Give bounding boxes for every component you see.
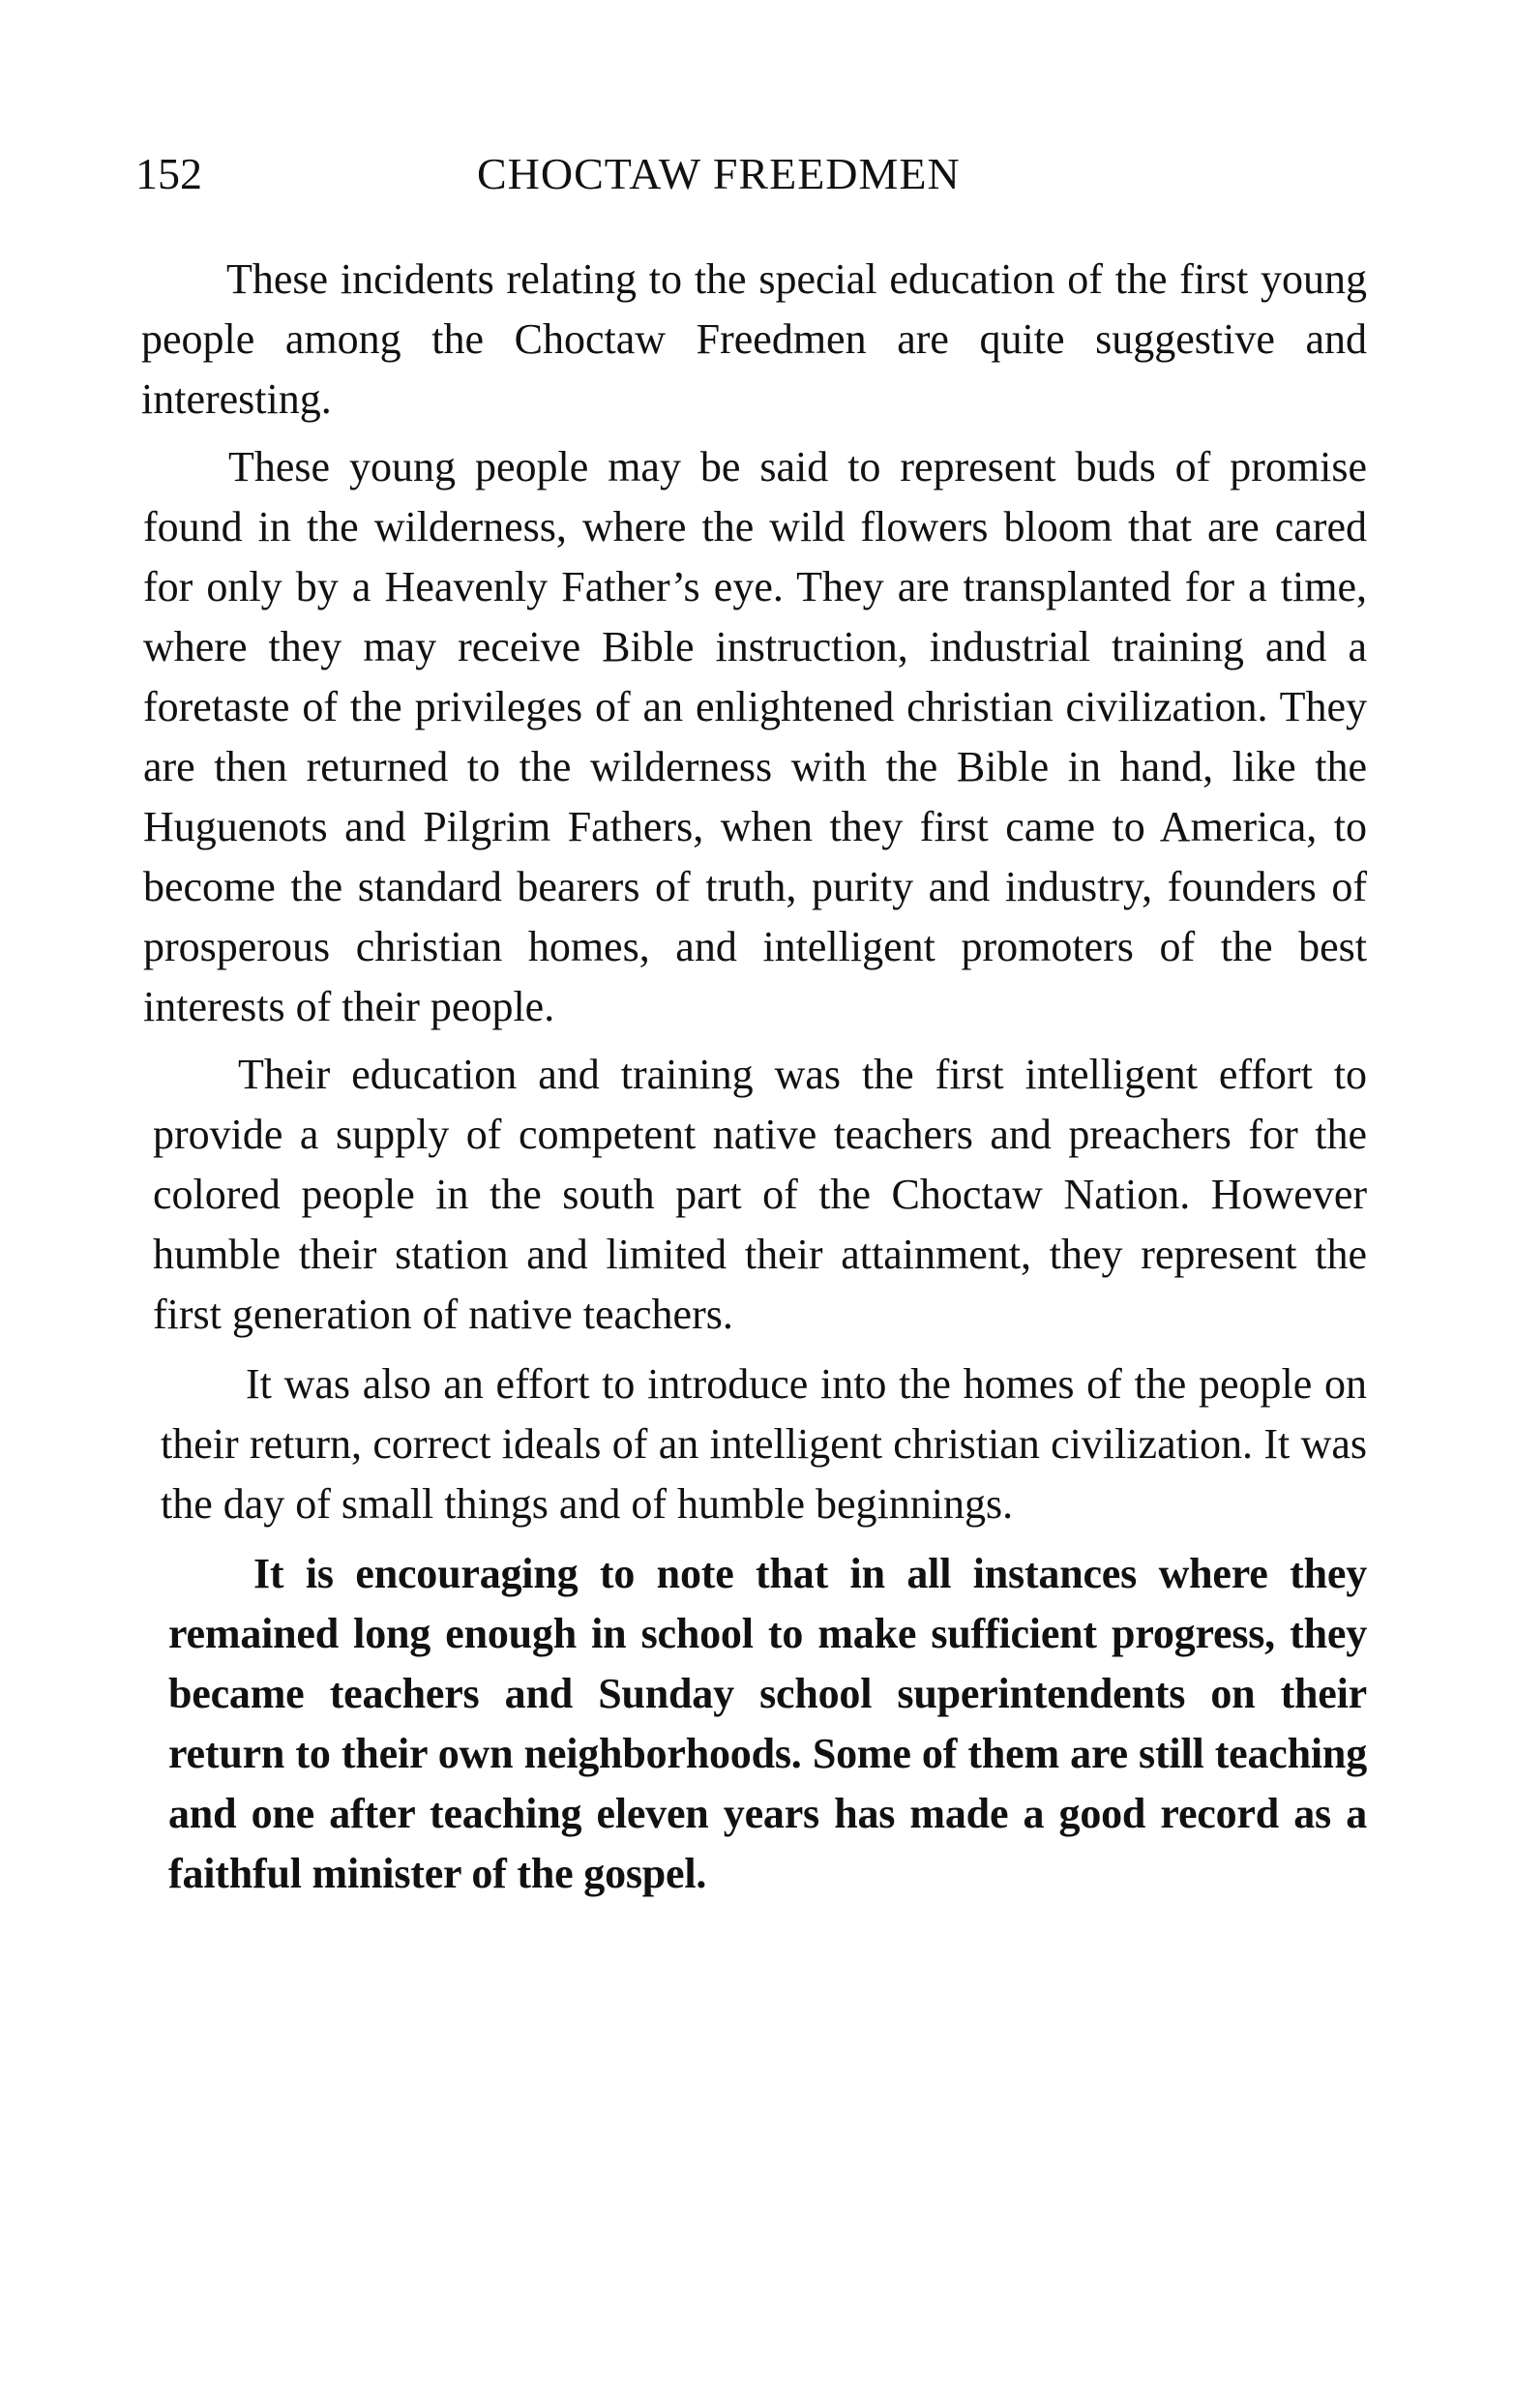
paragraph-4: It was also an effort to introduce into the homes of the people on their return, correct ideals of an intelligent christian civilization. It was the day of small things and of humble beginnings. xyxy=(161,1360,1367,1528)
paragraph-3: Their education and training was the first intelligent effort to provide a supply of competent native teachers and preachers for the colored people in the south part of the Choctaw Nation. However humble their station and limited their attainment, they represent the first generation of native teachers. xyxy=(153,1051,1367,1338)
paragraph-2: These young people may be said to represent buds of promise found in the wilderness, where the wild flowers bloom that are cared for only by a Heavenly Father’s eye. They are transplanted for a time, where they may receive Bible instruction, industrial training and a foretaste of the privileges of an enlightened christian civilization. They are then returned to the wilderness with the Bible in hand, like the Huguenots and Pilgrim Fathers, when they first came to America, to become the standard bearers of truth, purity and industry, founders of prosperous christian homes, and intelligent promoters of the best interests of their people. xyxy=(143,443,1367,1030)
running-head: CHOCTAW FREEDMEN xyxy=(477,149,961,198)
page-number: 152 xyxy=(135,149,202,198)
paragraph-1: These incidents relating to the special education of the first young people among the Choctaw Freedmen are quite suggestive and interesting. xyxy=(141,255,1367,423)
page-header xyxy=(135,145,1393,203)
paragraph-5: It is encouraging to note that in all instances where they remained long enough in school to make sufficient progress, they became teachers and Sunday school superintendents on their return to their own neighborhoods. Some of them are still teaching and one after teaching eleven years has made a good record as a faithful minister of the gospel. xyxy=(168,1550,1367,1897)
body-text xyxy=(143,250,1367,1914)
